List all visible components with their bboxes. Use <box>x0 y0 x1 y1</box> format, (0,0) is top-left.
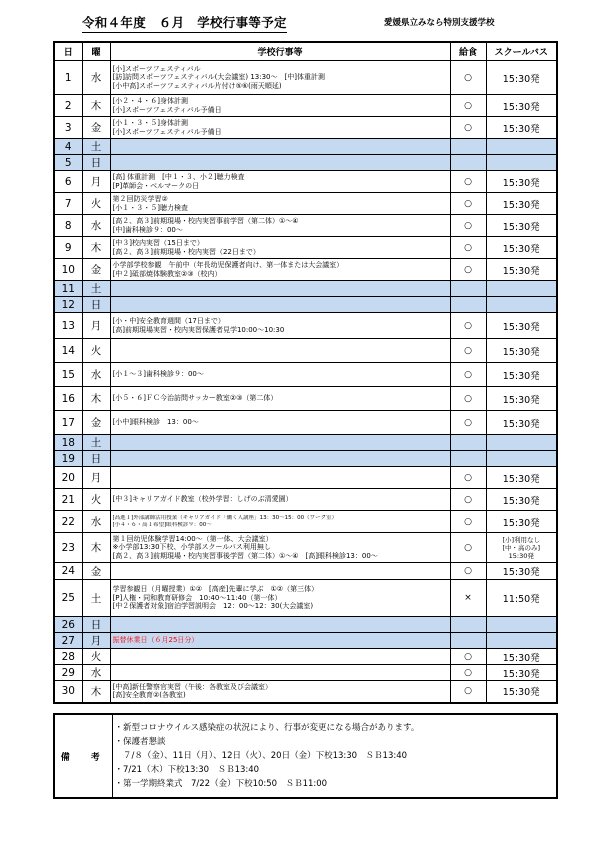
note-line: ・新型コロナウイルス感染症の状況により、行事が変更になる場合があります。 <box>114 723 420 733</box>
table-row <box>54 215 557 237</box>
bus-cell: 15:30発 <box>486 237 557 259</box>
events-cell <box>110 580 450 617</box>
day-cell: 19 <box>54 451 82 467</box>
day-cell: 9 <box>54 237 82 259</box>
bus-cell: 15:30発 <box>486 363 557 387</box>
table-row <box>54 580 557 617</box>
notes-table <box>53 713 558 799</box>
events-cell <box>110 61 450 95</box>
header-meal: 給食 <box>450 42 486 61</box>
day-cell: 27 <box>54 633 82 649</box>
table-row <box>54 533 557 563</box>
weekday-cell: 月 <box>82 171 110 193</box>
day-cell: 5 <box>54 155 82 171</box>
events-cell <box>110 411 450 435</box>
table-row <box>54 363 557 387</box>
weekday-cell: 水 <box>82 215 110 237</box>
events-cell <box>110 633 450 649</box>
bus-line: [小]利用なし <box>502 535 541 544</box>
meal-cell <box>450 281 486 297</box>
event-line: 小学部学校参観 午前中（年長幼児保護者向け、第一体または大会議室） <box>112 261 344 269</box>
day-cell: 1 <box>54 61 82 95</box>
table-row <box>54 117 557 139</box>
day-cell: 14 <box>54 339 82 363</box>
events-cell <box>110 171 450 193</box>
bus-cell: 15:30発 <box>486 511 557 533</box>
meal-cell <box>450 451 486 467</box>
day-cell: 4 <box>54 139 82 155</box>
bus-cell: 15:30発 <box>486 339 557 363</box>
header-day: 日 <box>54 42 82 61</box>
weekday-cell: 金 <box>82 411 110 435</box>
events-cell <box>110 617 450 633</box>
events-cell <box>110 281 450 297</box>
bus-line: [中・高のみ] <box>502 543 541 552</box>
meal-cell: ○ <box>450 259 486 281</box>
events-cell <box>110 511 450 533</box>
bus-cell <box>486 155 557 171</box>
event-line: [小中高]スポーツフェスティバル片付け⑤⑥(雨天順延) <box>112 81 282 90</box>
table-row <box>54 339 557 363</box>
events-cell <box>110 489 450 511</box>
events-cell <box>110 363 450 387</box>
day-cell: 3 <box>54 117 82 139</box>
bus-cell: 15:30発 <box>486 467 557 489</box>
meal-cell: ○ <box>450 117 486 139</box>
meal-cell: ○ <box>450 193 486 215</box>
day-cell: 21 <box>54 489 82 511</box>
weekday-cell: 日 <box>82 297 110 313</box>
meal-cell: ○ <box>450 489 486 511</box>
weekday-cell: 水 <box>82 665 110 681</box>
day-cell: 28 <box>54 649 82 665</box>
day-cell: 16 <box>54 387 82 411</box>
day-cell: 22 <box>54 511 82 533</box>
table-row <box>54 281 557 297</box>
meal-cell: × <box>450 580 486 617</box>
bus-cell <box>486 297 557 313</box>
event-line: [小・中]安全教育週間（17日まで） <box>112 317 225 325</box>
event-line: [P]人権・同和教育研修会 10:40～11:40（第一体） <box>112 593 282 602</box>
bus-cell: 15:30発 <box>486 665 557 681</box>
event-line: 第１回幼児体験学習14:00～（第一体、大会議室） <box>112 534 273 543</box>
events-cell <box>110 117 450 139</box>
table-row <box>54 411 557 435</box>
weekday-cell: 木 <box>82 387 110 411</box>
bus-cell: 15:30発 <box>486 681 557 703</box>
event-line: [中３]校内実習（15日まで） <box>112 239 204 247</box>
event-line: [中高]新任警察官実習（午後：各教室及び会議室） <box>112 682 272 691</box>
day-cell: 7 <box>54 193 82 215</box>
meal-cell: ○ <box>450 215 486 237</box>
day-cell: 24 <box>54 563 82 580</box>
event-line: [高]安全教育②(各教室) <box>112 691 186 700</box>
event-line: [P]革師会・ベルマークの日 <box>112 181 200 190</box>
meal-cell: ○ <box>450 533 486 563</box>
weekday-cell: 月 <box>82 633 110 649</box>
day-cell: 29 <box>54 665 82 681</box>
event-line: [高２、高３]前期現場・校内実習事前学習（第二体）①～④ <box>112 217 299 225</box>
weekday-cell: 日 <box>82 155 110 171</box>
weekday-cell: 水 <box>82 511 110 533</box>
table-row <box>54 155 557 171</box>
weekday-cell: 土 <box>82 139 110 155</box>
bus-cell <box>486 451 557 467</box>
event-line: 学習参観日（月曜授業）①② [高産]先輩に学ぶ ①②（第三体） <box>112 585 319 594</box>
bus-cell: 15:30発 <box>486 387 557 411</box>
weekday-cell: 木 <box>82 533 110 563</box>
table-row <box>54 237 557 259</box>
bus-cell: 15:30発 <box>486 171 557 193</box>
day-cell: 30 <box>54 681 82 703</box>
meal-cell: ○ <box>450 61 486 95</box>
event-line: [中３]キャリアガイド教室（校外学習：しげのぶ清愛園） <box>112 495 293 504</box>
title-bar <box>82 13 542 35</box>
event-line: [小５・６]ＦＣ今治訪問サッカー教室②③（第二体） <box>112 394 278 403</box>
bus-cell <box>486 435 557 451</box>
bus-cell: 15:30発 <box>486 95 557 117</box>
table-header-row <box>54 42 557 61</box>
notes-body <box>112 714 557 798</box>
day-cell: 6 <box>54 171 82 193</box>
table-row <box>54 563 557 580</box>
events-cell <box>110 297 450 313</box>
meal-cell: ○ <box>450 649 486 665</box>
event-line: [小中]眼科検診 13：00～ <box>112 418 199 427</box>
event-line: [中２]砥部焼体験教室②③（校内） <box>112 269 222 278</box>
event-line: [中２保護者対象]宿泊学習説明会 12：00～12：30(大会議室) <box>112 602 314 611</box>
event-line: 振替休業日（６月25日分） <box>112 636 199 645</box>
event-line: [小]スポーツフェスティバル <box>112 64 201 73</box>
bus-cell <box>486 281 557 297</box>
meal-cell <box>450 297 486 313</box>
bus-cell <box>486 533 557 563</box>
weekday-cell: 土 <box>82 281 110 297</box>
event-line: [高２、高３]前期現場・校内実習（22日まで） <box>112 247 260 256</box>
event-line: [小４・６・高１希望]眼科検診９：00～ <box>112 521 212 528</box>
bus-cell: 15:30発 <box>486 61 557 95</box>
events-cell <box>110 339 450 363</box>
event-line: [高]前期現場実習・校内実習保護者見学10:00～10:30 <box>112 325 285 334</box>
weekday-cell: 木 <box>82 237 110 259</box>
weekday-cell: 火 <box>82 649 110 665</box>
weekday-cell: 日 <box>82 451 110 467</box>
events-cell <box>110 435 450 451</box>
schedule-table <box>53 41 558 704</box>
meal-cell <box>450 155 486 171</box>
events-cell <box>110 237 450 259</box>
meal-cell: ○ <box>450 95 486 117</box>
header-bus: スクールバス <box>486 42 557 61</box>
table-row <box>54 511 557 533</box>
events-cell <box>110 155 450 171</box>
events-cell <box>110 681 450 703</box>
day-cell: 25 <box>54 580 82 617</box>
event-line: [高２、高３]前期現場・校内実習事後学習（第二体）①～④ [高]眼科検診13：00～ <box>112 551 378 560</box>
notes-label: 備 考 <box>54 714 112 798</box>
event-line: [訪]訪問スポーツフェスティバル(大会議室) 13:30～ [中]体重計測 <box>112 73 325 82</box>
note-line: ・7/21（木）下校13:30 ＳＢ13:40 <box>114 765 260 775</box>
event-line: [高進１]外部講師活用授業（キャリアガイド「働く人講座」13：30～15：00（ワーク室） <box>112 514 338 521</box>
day-cell: 26 <box>54 617 82 633</box>
table-row <box>54 649 557 665</box>
school-name: 愛媛県立みなら特別支援学校 <box>384 18 495 28</box>
meal-cell: ○ <box>450 681 486 703</box>
meal-cell <box>450 633 486 649</box>
meal-cell: ○ <box>450 363 486 387</box>
table-row <box>54 193 557 215</box>
day-cell: 18 <box>54 435 82 451</box>
bus-cell: 15:30発 <box>486 411 557 435</box>
table-row <box>54 617 557 633</box>
meal-cell: ○ <box>450 339 486 363</box>
header-events: 学校行事等 <box>110 42 450 61</box>
meal-cell <box>450 435 486 451</box>
events-cell <box>110 467 450 489</box>
weekday-cell: 水 <box>82 61 110 95</box>
weekday-cell: 金 <box>82 563 110 580</box>
events-cell <box>110 451 450 467</box>
bus-cell: 15:30発 <box>486 193 557 215</box>
weekday-cell: 木 <box>82 95 110 117</box>
event-line: [小]スポーツフェスティバル予備日 <box>112 127 222 136</box>
events-cell <box>110 193 450 215</box>
document-title: 令和４年度 ６月 学校行事等予定 <box>82 13 287 33</box>
events-cell <box>110 563 450 580</box>
bus-cell: 11:50発 <box>486 580 557 617</box>
table-row <box>54 665 557 681</box>
weekday-cell: 水 <box>82 363 110 387</box>
day-cell: 17 <box>54 411 82 435</box>
meal-cell: ○ <box>450 511 486 533</box>
header-dow: 曜 <box>82 42 110 61</box>
schedule-body <box>54 61 557 703</box>
day-cell: 8 <box>54 215 82 237</box>
meal-cell: ○ <box>450 563 486 580</box>
table-row <box>54 451 557 467</box>
bus-cell: 15:30発 <box>486 649 557 665</box>
note-line: ・第一学期終業式 7/22（金）下校10:50 ＳＢ11:00 <box>114 779 328 789</box>
weekday-cell: 月 <box>82 467 110 489</box>
event-line: 第２回防災学習② <box>112 195 168 203</box>
table-row <box>54 681 557 703</box>
bus-cell: 15:30発 <box>486 215 557 237</box>
meal-cell: ○ <box>450 313 486 339</box>
weekday-cell: 日 <box>82 617 110 633</box>
weekday-cell: 土 <box>82 435 110 451</box>
event-line: [小２・４・６]身体計測 <box>112 97 188 105</box>
meal-cell: ○ <box>450 237 486 259</box>
table-row <box>54 467 557 489</box>
event-line: [小１～３]歯科検診９：00～ <box>112 370 204 379</box>
meal-cell: ○ <box>450 665 486 681</box>
meal-cell: ○ <box>450 411 486 435</box>
events-cell <box>110 95 450 117</box>
events-cell <box>110 313 450 339</box>
bus-line: 15:30発 <box>508 551 534 560</box>
weekday-cell: 土 <box>82 580 110 617</box>
bus-cell: 15:30発 <box>486 117 557 139</box>
bus-cell <box>486 617 557 633</box>
event-line: [小１・３・５]身体計測 <box>112 119 188 127</box>
day-cell: 20 <box>54 467 82 489</box>
day-cell: 23 <box>54 533 82 563</box>
weekday-cell: 月 <box>82 313 110 339</box>
table-row <box>54 259 557 281</box>
bus-cell <box>486 633 557 649</box>
note-line: ７/８（金）、11日（月）、12日（火）、20日（金）下校13:30 ＳＢ13:40 <box>114 751 408 761</box>
table-row <box>54 171 557 193</box>
events-cell <box>110 533 450 563</box>
table-row <box>54 489 557 511</box>
event-line: [小１・３・５]聴力検査 <box>112 203 188 212</box>
note-line: ・保護者懇談 <box>114 737 166 747</box>
table-row <box>54 313 557 339</box>
table-row <box>54 435 557 451</box>
events-cell <box>110 387 450 411</box>
day-cell: 10 <box>54 259 82 281</box>
weekday-cell: 金 <box>82 117 110 139</box>
table-row <box>54 95 557 117</box>
bus-cell: 15:30発 <box>486 313 557 339</box>
bus-cell: 15:30発 <box>486 563 557 580</box>
events-cell <box>110 665 450 681</box>
table-row <box>54 139 557 155</box>
event-line: [小]スポーツフェスティバル予備日 <box>112 105 222 114</box>
bus-cell: 15:30発 <box>486 259 557 281</box>
weekday-cell: 火 <box>82 489 110 511</box>
day-cell: 15 <box>54 363 82 387</box>
bus-cell <box>486 139 557 155</box>
event-line: [高] 体重計測 [中１・３、小２]聴力検査 <box>112 173 245 181</box>
table-row <box>54 387 557 411</box>
table-row <box>54 61 557 95</box>
weekday-cell: 金 <box>82 259 110 281</box>
day-cell: 2 <box>54 95 82 117</box>
events-cell <box>110 215 450 237</box>
meal-cell: ○ <box>450 467 486 489</box>
event-line: ※小学部13:30下校、小学部スクールバス利用無し <box>112 543 271 552</box>
events-cell <box>110 649 450 665</box>
weekday-cell: 火 <box>82 339 110 363</box>
meal-cell: ○ <box>450 387 486 411</box>
weekday-cell: 木 <box>82 681 110 703</box>
bus-cell: 15:30発 <box>486 489 557 511</box>
events-cell <box>110 139 450 155</box>
table-row <box>54 633 557 649</box>
day-cell: 11 <box>54 281 82 297</box>
day-cell: 12 <box>54 297 82 313</box>
meal-cell <box>450 617 486 633</box>
weekday-cell: 火 <box>82 193 110 215</box>
meal-cell <box>450 139 486 155</box>
table-row <box>54 297 557 313</box>
events-cell <box>110 259 450 281</box>
day-cell: 13 <box>54 313 82 339</box>
meal-cell: ○ <box>450 171 486 193</box>
event-line: [中]歯科検診９：00～ <box>112 225 183 234</box>
